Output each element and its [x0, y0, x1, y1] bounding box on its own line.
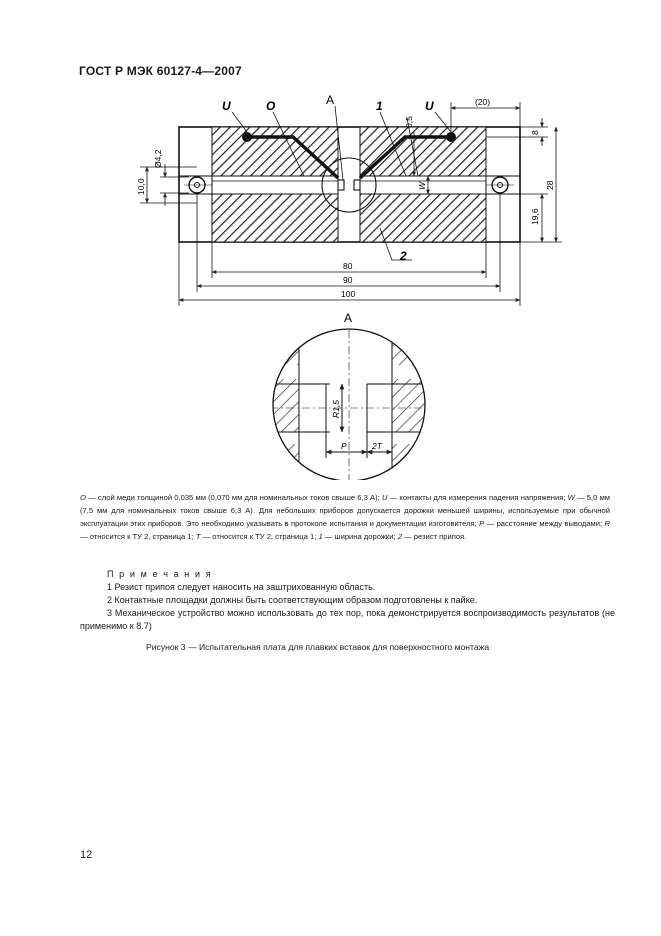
label-a: A — [326, 93, 335, 107]
pad-right — [354, 180, 360, 190]
legend-w-var: W — [567, 493, 575, 502]
dim-0-5: 0,5 — [404, 116, 414, 128]
legend-u-var: U — [381, 493, 388, 502]
dim-28: 28 — [545, 180, 555, 190]
legend-u-text: — контакты для измерения падения напряжения; — [387, 493, 568, 502]
legend-2-var: 2 — [397, 532, 402, 541]
notes-block — [80, 568, 615, 633]
notes-title: П р и м е ч а н и я — [107, 569, 213, 579]
dim-10: 10,0 — [136, 178, 146, 195]
legend-o-var: O — [80, 493, 86, 502]
track-left — [212, 176, 338, 194]
legend-o-text: — слой меди толщиной 0,035 мм (0,070 мм для номинальных токов свыше 6,3 А); — [85, 493, 382, 502]
legend-r-var: R — [604, 519, 610, 528]
detail-a-title: A — [344, 311, 353, 325]
resist-area-top-left — [212, 127, 338, 176]
label-u-right: U — [425, 99, 434, 113]
legend-p-var: P — [479, 519, 485, 528]
label-2: 2 — [400, 249, 407, 263]
legend-p-text: — расстояние между выводами; — [484, 519, 605, 528]
note-item: 1 Резист припоя следует наносить на заштрихованную область. — [107, 582, 376, 592]
legend-t-var: T — [195, 532, 201, 541]
dim-19-6: 19,6 — [530, 208, 540, 225]
dim-8: 8 — [530, 130, 540, 135]
resist-area-bottom-right — [360, 194, 486, 242]
legend-r-text: — относится к ТУ 2, страница 1; — [80, 532, 196, 541]
legend-1-var: 1 — [318, 532, 323, 541]
dim-90: 90 — [343, 275, 353, 285]
detail-r: R1,5 — [331, 400, 341, 418]
page-header: ГОСТ Р МЭК 60127-4—2007 — [79, 64, 242, 78]
page-number: 12 — [80, 849, 93, 861]
detail-2t: 2T — [372, 441, 382, 451]
dim-4-2: Ø4,2 — [153, 149, 163, 168]
contact-u-right — [446, 132, 456, 142]
legend-2-text: — резист припоя. — [401, 532, 467, 541]
board-drawing — [179, 127, 520, 242]
legend-w-text: — 5,0 мм (7,5 мм для номинальных токов свыше 6,3 А). Для небольших приборов допускается дорожки меньшей ширины, используемые при обычной эксплуатации этих приборов. Это необходимо указывать в протоколе испытания и документации изготовителя; — [80, 493, 611, 528]
legend-t-text: — относится к ТУ 2, страница 1; — [200, 532, 319, 541]
label-o: O — [266, 99, 276, 113]
dim-w: W — [417, 181, 427, 190]
legend-1-text: — ширина дорожки; — [322, 532, 398, 541]
note-item: 3 Механическое устройство можно использовать до тех пор, пока демонстрируется воспроизводимость результатов (не применимо к 8.7) — [80, 608, 615, 631]
dim-100: 100 — [341, 289, 356, 299]
figure-caption: Рисунок 3 — Испытательная плата для плавких вставок для поверхностного монтажа — [146, 642, 490, 652]
resist-area-top-right — [360, 127, 486, 176]
contact-u-left — [242, 132, 252, 142]
note-item: 2 Контактные площадки должны быть соответствующим образом подготовлены к пайке. — [107, 595, 478, 605]
figure-legend — [80, 491, 610, 543]
label-1: 1 — [376, 99, 383, 113]
detail-p: P — [341, 441, 347, 451]
dim-20: (20) — [475, 97, 491, 107]
label-u-left: U — [222, 99, 231, 113]
pad-left — [338, 180, 344, 190]
resist-area-bottom-left — [212, 194, 338, 242]
dim-80: 80 — [343, 261, 353, 271]
